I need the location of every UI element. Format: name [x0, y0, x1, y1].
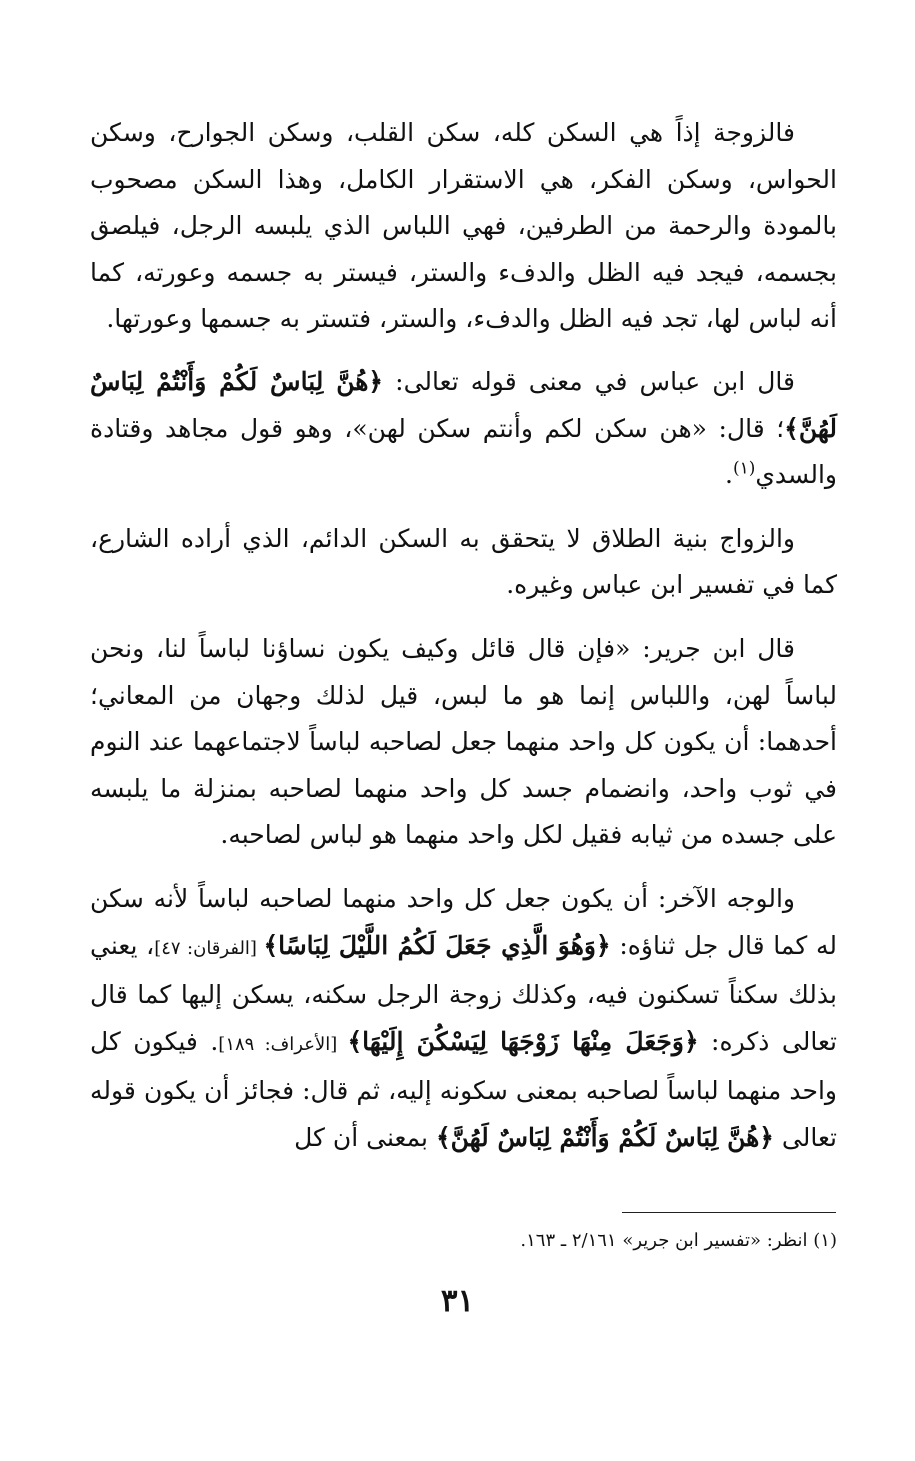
footnote-divider: [622, 1212, 836, 1213]
footnote: (١) انظر: «تفسير ابن جرير» ٢/١٦١ ـ ١٦٣.: [520, 1230, 837, 1251]
quran-verse: ﴿وَهُوَ الَّذِي جَعَلَ لَكُمُ اللَّيْلَ لِبَاسًا﴾: [263, 930, 611, 960]
paragraph-ibn-abbas: [90, 359, 837, 499]
paragraph-temporary-marriage: والزواج بنية الطلاق لا يتحقق به السكن الدائم، الذي أراده الشارع، كما في تفسير ابن عباس وغيره.: [90, 523, 837, 600]
paragraph-text: بمعنى أن كل: [294, 1122, 436, 1152]
quran-verse: ﴿هُنَّ لِبَاسٌ لَكُمْ وَأَنْتُمْ لِبَاسٌ لَهُنَّ﴾: [90, 366, 837, 443]
page-number: ٣١: [440, 1283, 475, 1319]
paragraph-text: ؛ قال: «هن سكن لكم وأنتم سكن لهن»، وهو قول مجاهد وقتادة والسدي: [90, 413, 837, 490]
footnote-reference: (١): [732, 458, 756, 479]
paragraph-text: ، يعني بذلك سكناً تسكنون فيه، وكذلك زوجة الرجل سكنه، يسكن إليها كما قال تعالى ذكره:: [90, 930, 837, 1056]
verse-reference: [الأعراف: ١٨٩]: [218, 1033, 348, 1055]
verse-reference: [الفرقان: ٤٧]: [154, 937, 264, 959]
paragraph-second-meaning: [90, 876, 837, 1162]
paragraph-wife-as-tranquility: فالزوجة إذاً هي السكن كله، سكن القلب، وسكن الجوارح، وسكن الحواس، وسكن الفكر، هي الاستقرار الكامل، وهذا السكن مصحوب بالمودة والرحمة من الطرفين، فهي اللباس الذي يلبسه الرجل، فيلصق بجسمه، فيجد فيه الظل والدفء والستر، فيستر به جسمه وعورته، كما أنه لباس لها، تجد فيه الظل والدفء، والستر، فتستر به جسمها وعورتها.: [90, 118, 837, 334]
paragraph-ibn-jarir: قال ابن جرير: «فإن قال قائل وكيف يكون نساؤنا لباساً لنا، ونحن لباساً لهن، واللباس إنما هو ما لبس، قيل لذلك وجهان من المعاني؛ أحدهما: أن يكون كل واحد منهما جعل لصاحبه لباساً لاجتماعهما عند النوم في ثوب واحد، وانضمام جسد كل واحد منهما لصاحبه بمنزلة ما يلبسه على جسده من ثيابه فقيل لكل واحد منهما هو لباس لصاحبه.: [90, 633, 837, 850]
paragraph-text: .: [724, 460, 733, 490]
paragraph-text: قال ابن عباس في معنى قوله تعالى:: [383, 366, 795, 396]
paragraph-text: . فيكون كل واحد منهما لباساً لصاحبه بمعنى سكونه إليه، ثم قال: فجائز أن يكون قوله تعالى: [90, 1026, 837, 1152]
quran-verse: ﴿وَجَعَلَ مِنْهَا زَوْجَهَا لِيَسْكُنَ إِلَيْهَا﴾: [347, 1026, 699, 1056]
quran-verse: ﴿هُنَّ لِبَاسٌ لَكُمْ وَأَنْتُمْ لِبَاسٌ لَهُنَّ﴾: [435, 1122, 774, 1152]
paragraph-text: والوجه الآخر: أن يكون جعل كل واحد منهما لصاحبه لباساً لأنه سكن له كما قال جل ثناؤه:: [90, 883, 837, 960]
